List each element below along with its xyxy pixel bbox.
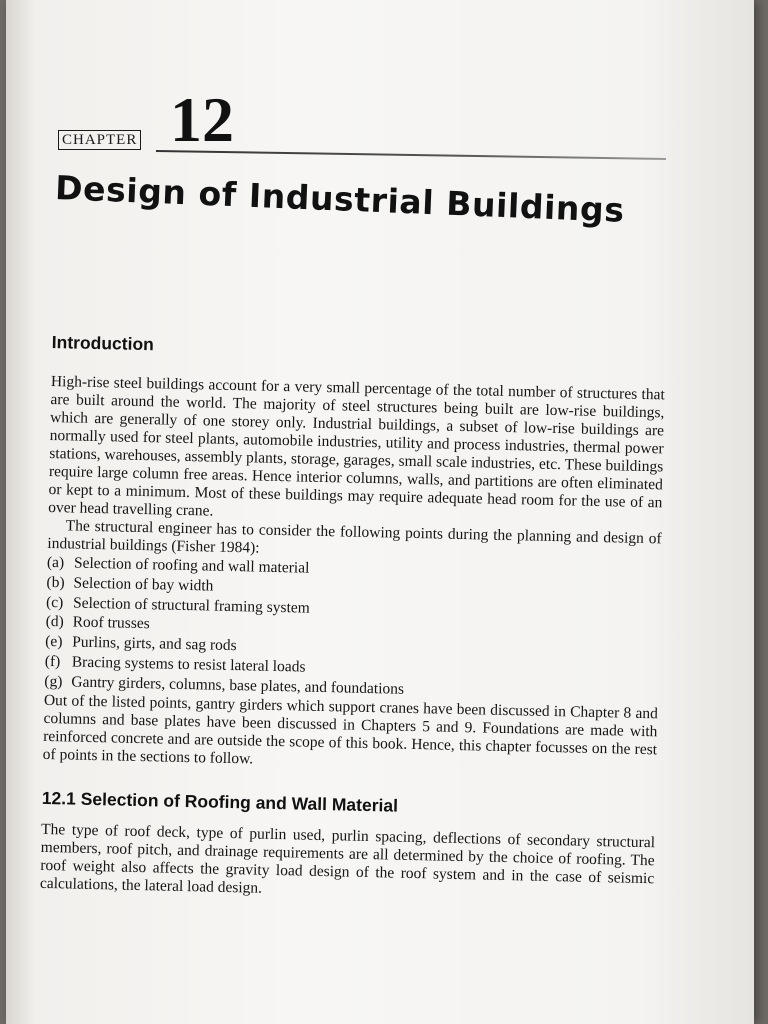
- section-12-1: [40, 787, 656, 905]
- list-item-tag: (d): [45, 613, 64, 631]
- list-item-tag: (f): [44, 652, 61, 671]
- list-item-tag: (b): [46, 573, 65, 592]
- section-12-1-paragraph-1: The type of roof deck, type of purlin used, purlin spacing, deflections of secondary structural members, roof pitch, and drainage requirements are all determined by the choice of roofing. The roof weight also affects the gravity load design of the roof system and in the case of seismic calculations, the lateral load design.: [39, 820, 656, 897]
- book-page: [6, 0, 754, 1024]
- list-item-tag: (e): [45, 633, 63, 651]
- list-item-text: Roof trusses: [72, 613, 150, 633]
- design-points-list: [44, 553, 661, 705]
- list-item-text: Bracing systems to resist lateral loads: [71, 653, 306, 676]
- chapter-number: 12: [170, 84, 234, 155]
- list-item-tag: (g): [44, 672, 63, 691]
- section-12-1-heading: 12.1 Selection of Roofing and Wall Material: [41, 787, 399, 816]
- introduction-paragraph-1: High-rise steel buildings account for a very small percentage of the total number of structures that are built around the world. The majority of steel structures being built are low-rise buildings, which are generally of one storey only. Industrial buildings, a subset of low-rise buildings are normally used for steel plants, automobile industries, utility and process industries, thermal power stations, warehouses, assembly plants, storage, garages, small scale industries, etc. These buildings require large column free areas. Hence interior columns, walls, and partitions are often eliminated or kept to a minimum. Most of these buildings may require adequate head room for the use of an over head travelling crane.: [47, 372, 665, 520]
- chapter-title: Design of Industrial Buildings: [54, 168, 626, 230]
- list-item-text: Purlins, girts, and sag rods: [72, 633, 237, 655]
- list-item-text: Selection of bay width: [73, 574, 214, 595]
- list-item-tag: (a): [46, 553, 65, 572]
- introduction-heading: Introduction: [51, 332, 155, 355]
- list-item-tag: (c): [45, 593, 64, 611]
- list-item-text: Selection of roofing and wall material: [73, 554, 310, 577]
- page-body: [40, 332, 666, 906]
- list-item-text: Selection of structural framing system: [72, 594, 310, 617]
- list-item-text: Gantry girders, columns, base plates, and foundations: [71, 673, 405, 698]
- introduction-paragraph-2: The structural engineer has to consider the following points during the planning and design of industrial buildings (Fisher 1984):: [47, 517, 662, 557]
- chapter-label: CHAPTER: [58, 130, 141, 150]
- introduction-paragraph-3: Out of the listed points, gantry girders which support cranes have been discussed in Chapter 8 and columns and base plates have been discussed in Chapters 5 and 9. Foundations are made with reinforced concrete and are outside the scope of this book. Hence, this chapter focusses on the rest of points in the sections to follow.: [42, 691, 659, 768]
